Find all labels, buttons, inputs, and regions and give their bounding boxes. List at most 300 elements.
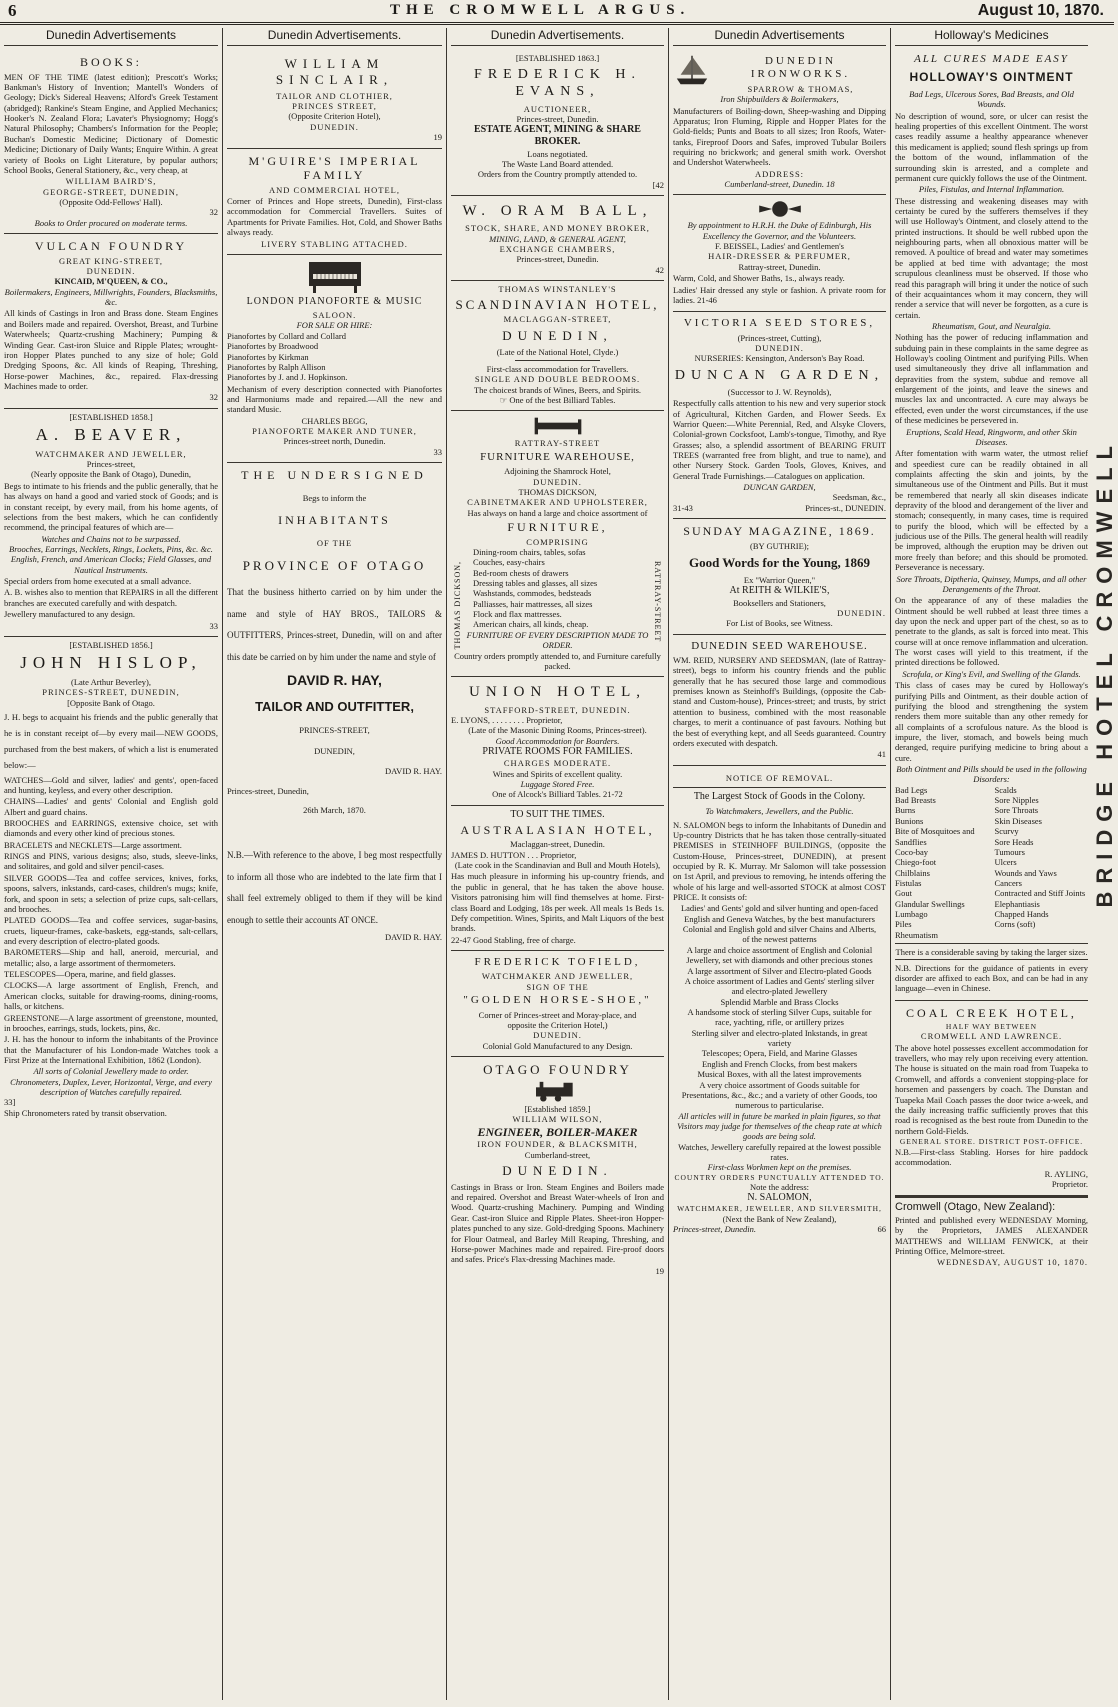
ad-line: J. H. has the honour to inform the inhabitants of the Province that the Manufacturer of his London-made Watches took a First Prize at the International Exhibition, 1862 (London). (4, 1034, 218, 1065)
list-item: Tumours (994, 846, 1025, 857)
ad-title: SCANDINAVIAN HOTEL, (455, 296, 660, 312)
ad-established: [Established 1859.] (524, 1103, 591, 1114)
list-item: American chairs, all kinds, cheap. (473, 619, 589, 630)
ad-body: Nothing has the power of reducing inflammation and subduing pain in these complaints in the same degree as Holloway's cooling Ointment and purifying Pills. When used simultaneously they drive all inflammation and depravities from the system, subdue and remove all enlargement of the joints, and leave the sinews and muscles lax and uncontracted. A cure may always be effected, even under the worst circumstances, if the use of these medicines be persevered in. (895, 332, 1088, 426)
column-header: Dunedin Advertisements. (227, 28, 442, 46)
ad-line: All sorts of Colonial Jewellery made to order. (33, 1066, 189, 1077)
ad-sign: N. SALOMON, (747, 1192, 812, 1204)
ad-hislop (4, 637, 218, 1123)
ad-body: That the business hitherto carried on by him under the name and style of HAY BROS., TAILORS & OUTFITTERS, Princes-street, Dunedin, will on and after this date be carried on by him under the name and style of (227, 586, 442, 662)
ad-trade: WATCHMAKER, JEWELLER, AND SILVERSMITH, (677, 1204, 882, 1214)
ad-australasian (451, 806, 664, 951)
ad-line: (Successor to J. W. Reynolds), (727, 386, 832, 397)
ad-line: Corner of Princes-street and Moray-place, and (478, 1009, 637, 1020)
list-item: BRACELETS and NECKLETS—Large assortment. (4, 839, 182, 850)
ad-number: 33 (433, 446, 442, 457)
list-item: Pianofortes by Broadwood (227, 341, 319, 352)
ad-note: (Opposite Odd-Fellows' Hall). (59, 196, 163, 207)
list-item: Coco-bay (895, 846, 929, 857)
ad-body: No description of wound, sore, or ulcer can resist the healing properties of this excellent Ointment. The worst cases readily assume a healthy appearance whenever this medicament is applied; sound flesh springs up from the bottom of the wound, inflammation of the surrounding skin is arrested, and a complete and permanent cure quickly follows the use of the Ointment. (895, 110, 1088, 183)
ad-subhead: Piles, Fistulas, and Internal Inflammation. (918, 184, 1065, 195)
ad-books (4, 50, 218, 234)
ad-title: FREDERICK TOFIELD, (474, 956, 641, 968)
ad-street: Maclaggan-street, Dunedin. (510, 839, 605, 850)
list-item: A choice assortment of Ladies and Gents' sterling silver and electro-plated Jewellery (684, 975, 875, 997)
ad-line: Luggage Stored Free. (520, 778, 595, 789)
ad-beaver (4, 409, 218, 637)
ad-line: CROMWELL AND LAWRENCE. (920, 1031, 1063, 1042)
ad-line (451, 935, 664, 945)
list-item: Pianofortes by Ralph Allison (227, 361, 326, 372)
ad-line: A. B. wishes also to mention that REPAIRS in all the different branches are executed carefully and with despatch. (4, 587, 218, 608)
ad-holloway (895, 50, 1088, 1001)
ad-line: (Late of the Masonic Dining Rooms, Princes-street). (468, 725, 647, 736)
list-item: BAROMETERS—Ship and hall, aneroid, mercurial, and metallic; also, a large assortment of thermometers. (4, 947, 218, 968)
ad-line: Brooches, Earrings, Necklets, Rings, Lockets, Pins, &c. &c. (9, 544, 213, 554)
ad-sign: DAVID R. HAY. (385, 766, 442, 776)
ad-seller: WILLIAM BAIRD'S, (65, 176, 157, 187)
ad-body: The above hotel possesses excellent accommodation for travellers, who may rely upon receiving every attention. The house is situated on the main road from Tuapeka to Cromwell, and affords a convenient stopping-place for horsemen and passengers by coach. The Dunstan and Tuapeka Mail Coach passes the door twice a-week, and the daily increasing traffic sufficiently proves that this road is recognised as the best route from Dunedin to the northern Gold-Fields. (895, 1042, 1088, 1136)
ad-line: CHARGES MODERATE. (503, 758, 612, 769)
ad-line: There is a considerable saving by taking the larger sizes. (895, 943, 1088, 957)
ad-title: VICTORIA SEED STORES, (683, 317, 876, 330)
list-item: Chapped Hands (994, 909, 1049, 920)
ad-title: DUNEDIN SEED WAREHOUSE. (691, 639, 868, 652)
ad-mcguire-hotel (227, 149, 442, 255)
ad-sub: SALOON. (312, 310, 357, 321)
ad-billiard: One of Alcock's Billiard Tables. (492, 789, 601, 800)
ad-street: Princes-street north, Dunedin. (283, 436, 386, 447)
ad-coal-creek-hotel (895, 1001, 1088, 1196)
ad-title: JOHN HISLOP, (20, 653, 202, 673)
ad-opp: (Opposite Criterion Hotel), (288, 111, 381, 122)
ad-title: F. BEISSEL, Ladies' and Gentlemen's (715, 241, 844, 252)
list-item: Colonial and English gold and silver Chains and Alberts, of the newest patterns (682, 924, 877, 945)
ad-line: Chronometers, Duplex, Lever, Horizontal, Verge, and every description of Watches carefully repaired. (10, 1076, 212, 1098)
list-item: Bite of Mosquitoes and Sandflies (895, 826, 975, 847)
ad-town: DUNEDIN. (533, 476, 582, 487)
ad-body: Respectfully calls attention to his new and very superior stock of Agricultural, Kitchen Garden, and Flower Seeds. Ex Warrior Queen:—White Perennial, Red, and Alsyke Clovers, Colonial-grown Cocksfoot, Lamb's-tongue, Timothy, and Rye Grasses; also, a splendid assortment of BEARING FRUIT TREES (warranted free from blight, and true to name), and other Nursery Stock. Garden Tools, Gloves, Knives, and General Trade Furnishings.—Catalogues on application. (673, 398, 886, 481)
ad-line: Jewellery manufactured to any design. (4, 609, 135, 620)
list-item: Pianofortes by Kirkman (227, 351, 309, 362)
ad-street: STAFFORD-STREET, DUNEDIN. (484, 704, 631, 715)
ad-street: GREAT KING-STREET, (58, 255, 164, 266)
ad-line: Good Accommodation for Boarders. (495, 735, 620, 746)
ad-subhead: Both Ointment and Pills should be used in the following Disorders: (896, 764, 1087, 785)
ad-sub: Bad Legs, Ulcerous Sores, Bad Breasts, and Old Wounds. (909, 89, 1074, 110)
ad-title: WILLIAM SINCLAIR, (275, 56, 394, 87)
list-item: A very choice assortment of Goods suitable for Presentations, &c., &c.; and a variety of other Goods, too numerous to particularise. (681, 1079, 878, 1111)
ad-vulcan-foundry (4, 234, 218, 409)
list-item: Bed-room chests of drawers (473, 567, 569, 578)
ad-evans (451, 50, 664, 196)
list-item: Elephantiasis (994, 898, 1040, 909)
ad-for: FOR SALE OR HIRE: (296, 320, 373, 331)
ad-trade: STOCK, SHARE, AND MONEY BROKER, (465, 223, 650, 234)
ad-trade: Booksellers and Stationers, (733, 597, 826, 608)
list-item: GREENSTONE—A large assortment of greenstone, mounted, in brooches, earrings, studs, lockets, pins, &c. (4, 1012, 218, 1033)
sidebar-banner-text: BRIDGE HOTEL CROMWELL (1092, 438, 1117, 908)
ad-title: FURNITURE WAREHOUSE, (480, 450, 635, 463)
ad-sinclair (227, 50, 442, 149)
ad-street: PRINCES STREET, (292, 101, 377, 112)
newspaper-name: THE CROMWELL ARGUS. (390, 2, 691, 18)
ship-illustration (673, 53, 711, 87)
ad-street: RATTRAY-STREET (514, 438, 601, 449)
ad-owner: WILLIAM WILSON, (512, 1114, 603, 1125)
ad-trade: TAILOR AND OUTFITTER, (255, 699, 414, 715)
ad-line: The Largest Stock of Goods in the Colony. (673, 787, 886, 803)
list-item: Piles (895, 919, 912, 930)
ad-line (673, 179, 886, 189)
ad-line: TO SUIT THE TIMES. (510, 808, 605, 820)
ad-number: 33] (4, 1097, 16, 1108)
ad-line: COUNTRY ORDERS PUNCTUALLY ATTENDED TO. (674, 1172, 885, 1182)
column-2 (222, 28, 446, 1700)
ad-line: Orders from the Country promptly attended to. (477, 169, 638, 180)
ad-title: AUSTRALASIAN HOTEL, (460, 822, 655, 837)
ad-established: [ESTABLISHED 1856.] (69, 639, 153, 650)
ad-trade: PIANOFORTE MAKER AND TUNER, (252, 426, 417, 437)
ad-line: Special orders from home executed at a small advance. (4, 576, 192, 587)
ad-body: This class of cases may be cured by Holloway's purifying Pills and Ointment, as their double action of purifying the blood and strengthening the system renders them more suitable than any other remedy for all complaints of a scrofulous nature. As the blood is impure, the liver, stomach, and bowels being much deranged, require purifying medicine to bring about a cure. (895, 680, 1088, 763)
ad-trade: TAILOR AND CLOTHIER, (276, 90, 393, 101)
issue-date: August 10, 1870. (977, 2, 1104, 19)
list-item: Pianofortes by J. and J. Hopkinson. (227, 372, 348, 383)
ad-line: "GOLDEN HORSE-SHOE," (463, 994, 652, 1007)
list-item: Rheumatism (895, 929, 938, 940)
ad-beissel (673, 195, 886, 312)
ad-line: THE UNDERSIGNED (241, 468, 428, 483)
ad-line: Ship Chronometers rated by transit observation. (4, 1107, 167, 1118)
list-item: CLOCKS—A large assortment of English, French, and American clocks, suitable for drawing-rooms, dining-rooms, halls, or kitchens. (4, 980, 218, 1012)
ad-line: Begs to inform the (302, 492, 367, 503)
ad-number: 32 (209, 392, 218, 403)
list-item: Glandular Swellings (895, 898, 965, 909)
ad-note: (Nearly opposite the Bank of Otago), Dunedin, (30, 469, 192, 480)
ad-body: N. SALOMON begs to inform the Inhabitants of Dunedin and Up-country Districts that he has taken those centrally-situated PREMISES in STEINHOFF BUILDINGS, (opposite the Custom-House, Princes-street, DUNEDIN), at present occupied by R. K. Murray. Mr Salomon will take possession on 1st April, and previous to removing, he intends offering the whole of his large and well-assorted STOCK at almost COST PRICE. It consists of: (673, 819, 886, 903)
ad-line: ALL CURES MADE EASY (914, 53, 1069, 65)
ad-number: 19 (433, 132, 442, 143)
ad-place: EXCHANGE CHAMBERS, (499, 244, 616, 255)
ad-line (673, 285, 886, 306)
imprint (895, 1196, 1088, 1273)
ad-prop: Proprietor. (1051, 1179, 1088, 1190)
list-item: SILVER GOODS—Tea and coffee services, knives, forks, spoons, salvers, inkstands, card-cases, children's mugs; knife, fork, and spoon in sets; a selection of prize cups, salt-cellars, and brooches. (4, 872, 218, 914)
ad-otago-foundry (451, 1057, 664, 1281)
ad-established: [ESTABLISHED 1858.] (69, 411, 153, 422)
ad-street: (Princes-street, Cutting), (737, 332, 822, 343)
ad-line: Has always on hand a large and choice assortment of (467, 507, 648, 518)
column-header: Dunedin Advertisements. (451, 28, 664, 46)
list-item: Ulcers (994, 857, 1017, 868)
list-item: Musical Boxes, with all the latest improvements (697, 1069, 862, 1080)
ad-line: Ex "Warrior Queen," (743, 575, 816, 585)
ad-line: NURSERIES: Kensington, Anderson's Bay Road. (694, 353, 865, 364)
ad-nb: N.B.—With reference to the above, I beg most respectfully to inform all those who are indebted to the late firm that I shall feel extremely obliged to them if they will be kind enough to settle their accounts AT ONCE. (227, 850, 442, 925)
ad-agent: ESTATE AGENT, MINING & SHARE BROKER. (474, 124, 641, 148)
list-item: Bad Breasts (895, 795, 936, 806)
ad-number: 18 (826, 179, 835, 190)
column-header: Dunedin Advertisements (673, 28, 886, 46)
ad-billiard: One of the best Billiard Tables. (509, 395, 616, 406)
ad-body: After fomentation with warm water, the utmost relief and speediest cure can be readily obtained in all complaints affecting the skin and joints, by the simultaneous use of the Ointment and Pills. But it must be remembered that nearly all skin diseases indicate depravity of the blood and derangement of the liver and stomach; consequently, in many cases, time is required to purify the blood, which will be effected by a judicious use of the Pills. The general health will readily be improved, although the eruption may be driven out more freely than before; and this should be promoted. Perseverance is necessary. (895, 448, 1088, 573)
ad-body: Has much pleasure in informing his up-country friends, and the public in general, that he has taken the above house. Visitors patronising him will find themselves at home. First-class Board and Lodging, 18s per week. All meals 1s Beds 1s. Defy competition. Wines, Spirits, and Malt Liquors of the best brands. (451, 871, 664, 934)
column-4 (668, 28, 890, 1700)
ad-number: 21-46 (697, 294, 717, 305)
column-3 (446, 28, 668, 1700)
ad-line: PRIVATE ROOMS FOR FAMILIES. (482, 745, 633, 757)
ad-street: PRINCES-STREET, (299, 725, 370, 736)
ad-number: 66 (877, 1223, 886, 1234)
ad-opp: [Opposite Bank of Otago. (67, 697, 155, 708)
ad-motto: FURNITURE OF EVERY DESCRIPTION MADE TO ORDER. (466, 629, 649, 651)
ad-number: 42 (655, 264, 664, 275)
list-item: Dressing tables and glasses, all sizes (473, 578, 598, 588)
ad-number: 32 (209, 207, 218, 218)
list-item: Gout (895, 888, 912, 899)
list-item: Palliasses, hair mattresses, all sizes (473, 598, 593, 609)
list-item: Splendid Marble and Brass Clocks (720, 996, 839, 1007)
column-header: Dunedin Advertisements (4, 28, 218, 46)
ad-line: SIGN OF THE (526, 981, 589, 992)
list-item: Ladies' and Gents' gold and silver hunting and open-faced English and Geneva Watches, by the best manufacturers (680, 903, 879, 924)
ad-town: DUNEDIN. (837, 607, 886, 618)
list-item: English and French Clocks, from best makers (701, 1058, 858, 1069)
ad-salomon (673, 766, 886, 1240)
list-item: Cancers (994, 877, 1022, 888)
ad-sign: DUNCAN GARDEN, (743, 482, 816, 493)
ad-line: opposite the Criterion Hotel,) (507, 1019, 608, 1030)
list-item: Contracted and Stiff Joints (994, 888, 1086, 899)
ad-title: COAL CREEK HOTEL, (906, 1005, 1077, 1020)
ad-line: PROVINCE OF OTAGO (242, 558, 427, 574)
ad-body: Corner of Princes and Hope streets, Dunedin), First-class accommodation for Commercial Travellers. Suites of Apartments for Private Families. Hot, Cold, and Shower Baths always ready. (227, 196, 442, 238)
ad-piano-saloon (227, 255, 442, 463)
ad-line: Note the address: (749, 1181, 809, 1192)
ad-line: INHABITANTS (278, 513, 391, 528)
ad-number: 33 (209, 620, 218, 631)
ad-owner: THOMAS DICKSON, (518, 486, 597, 497)
ad-sunday-magazine (673, 519, 886, 634)
list-item: Telescopes; Opera, Field, and Marine Glasses (701, 1048, 858, 1059)
ad-body: WM. REID, NURSERY AND SEEDSMAN, (late of Rattray-street), begs to inform his country friends and the public generally that he has secured those large and commodious premises known as Steinhoff's Buildings, (opposite the Cab-stand and Custom-house), Princes-street; and trusts, by strict attention to business, combined with the most reasonable charges, to merit a continuance of past favours. Nothing but the best of everything kept, and all Seeds guaranteed. Country orders executed with despatch. (673, 655, 886, 748)
ad-line: (Late of the National Hotel, Clyde.) (496, 346, 619, 357)
ad-number: [42 (652, 179, 664, 190)
list-item: Pianofortes by Collard and Collard (227, 330, 346, 341)
ad-title: UNION HOTEL, (469, 684, 646, 701)
ad-line: The Waste Land Board attended. (501, 158, 614, 169)
ad-victoria-seed-stores (673, 312, 886, 519)
ad-line: Good Words for the Young, 1869 (688, 555, 871, 571)
ad-street: Rattray-street, Dunedin. (738, 261, 821, 272)
ad-line: COMPRISING (526, 536, 589, 547)
ad-line: Loans negotiated. (527, 148, 588, 159)
ad-seed-warehouse (673, 635, 886, 766)
list-item: Sterling silver and electro-plated Inkstands, in great variety (691, 1027, 868, 1049)
list-item: Skin Diseases (994, 815, 1042, 826)
ad-stabling: Good Stabling, free of charge. (472, 934, 576, 945)
ad-number: 21-72 (602, 789, 623, 800)
ad-body: Mechanism of every description connected with Pianofortes and Harmoniums made and repaired.—All the new and standard Music. (227, 383, 442, 415)
ad-line: At REITH & WILKIE'S, (729, 585, 830, 597)
list-item: Couches, easy-chairs (473, 557, 545, 568)
ad-line: Warm, Cold, and Shower Baths, 1s., always ready. (673, 273, 845, 284)
ad-line: OF THE (316, 537, 353, 548)
ad-title: SUNDAY MAGAZINE, 1869. (683, 524, 876, 539)
ad-trade: Iron Shipbuilders & Boilermakers, (720, 94, 839, 105)
ad-line (451, 395, 664, 405)
ad-david-hay (227, 463, 442, 948)
ad-line: FURNITURE, (507, 519, 608, 534)
ad-title: DUNEDIN IRONWORKS. (750, 55, 851, 81)
ad-town: DUNEDIN. (86, 266, 136, 276)
ad-addr: Princes-street, Dunedin, (227, 786, 309, 797)
list-item: TELESCOPES—Opera, marine, and field glasses. (4, 969, 176, 980)
bed-illustration (528, 416, 588, 436)
ad-town: DUNEDIN. (310, 121, 359, 132)
imprint-body: Printed and published every WEDNESDAY Morning, by the Proprietors, JAMES ALEXANDER MATTHEWS and WILLIAM FENWICK, at their Printing Office, Melmore-street. (895, 1214, 1088, 1256)
ad-sign: DAVID R. HAY. (385, 932, 442, 943)
ad-sub: Adjoining the Shamrock Hotel, (504, 466, 611, 477)
ad-street: GEORGE-STREET, DUNEDIN, (43, 186, 179, 197)
ad-street: Princes-street, Dunedin. (516, 113, 599, 124)
ad-trade: ENGINEER, BOILER-MAKER (477, 1124, 638, 1139)
ad-line: (BY GUTHRIE); (750, 540, 809, 551)
ad-firm: KINCAID, M'QUEEN, & CO., (54, 276, 168, 287)
locomotive-illustration (528, 1080, 588, 1102)
column-5 (890, 28, 1117, 1700)
ad-body: MEN OF THE TIME (latest edition); Prescott's Works; Bankman's History of Invention; Mantell's Wonders of Geology; Dick's Sidereal Heavens; Alford's Greek Testament (abridged); Rankine's Steam Engine, and Applied Mechanics; Hooker's N. Zealand Flora; Lavater's Physiognomy; Hogg's Natural Philosophy; Chambers's Information for the People; Buchan's Domestic Medicine; Dictionary of Domestic Medicine; Dictionary of Daily Wants; Enquire Within. A great variety of Books on Light Literature, by popular authors; School Books, General Stationery, &c., very cheap, at (4, 71, 218, 175)
list-item: Wounds and Yaws (994, 867, 1057, 878)
ad-trades: Boilermakers, Engineers, Millwrights, Founders, Blacksmiths, &c. (4, 286, 218, 308)
ad-street: Cumberland-street, (524, 1149, 591, 1160)
ad-line: (Next the Bank of New Zealand), (722, 1213, 837, 1224)
list-item: Corns (soft) (994, 919, 1036, 930)
ad-trade: CABINETMAKER AND UPHOLSTERER, (467, 497, 648, 508)
list-item: Chilblains (895, 867, 930, 878)
ad-line: Country orders promptly attended to, and Furniture carefully packed. (454, 650, 661, 671)
ad-dunedin-ironworks (673, 50, 886, 195)
side-label: THOMAS DICKSON, (453, 561, 462, 650)
pointing-hand-icon: ☞ (499, 395, 510, 406)
ad-line: GENERAL STORE. DISTRICT POST-OFFICE. (899, 1136, 1084, 1146)
ad-trade: WATCHMAKER AND JEWELLER, (481, 971, 634, 982)
ad-line: LIVERY STABLING ATTACHED. (261, 238, 408, 249)
sidebar-banner (1092, 438, 1116, 998)
ad-number: 22-47 (451, 934, 471, 945)
ad-union-hotel (451, 677, 664, 805)
column-header: Holloway's Medicines (895, 28, 1088, 46)
list-item: Fistulas (895, 877, 922, 888)
ad-sub: AND COMMERCIAL HOTEL, (269, 184, 400, 195)
ad-line: The choicest brands of Wines, Beers, and Spirits. (473, 384, 642, 395)
ad-body: Castings in Brass or Iron. Steam Engines and Boilers made and repaired. Overshot and Breast Water-wheels of Iron and Wood. Quartz-crushing Machinery. Pumping and Winding Gear. Cast-iron Sluice and Ripple Plates. Sheet-iron Hopper-plates punched to any size. Gold-dredging Spoons. Machinery for Flour Oatmeal, and Barley Mill Reaping, Threshing, and Horse-power Machines made and repaired. Fire-proof doors and safes. Price's Flax-dressing Machines made. (451, 1181, 664, 1265)
ad-late: (Late Arthur Beverley), (70, 676, 151, 687)
ad-street: Princes-street, Dunedin. (516, 254, 599, 265)
ad-line: Watches, Jewellery carefully repaired at the lowest possible rates. (678, 1141, 881, 1163)
ad-line: ADDRESS: (754, 168, 805, 179)
ad-prop: E. LYONS, . . . . . . . . Proprietor, (451, 714, 563, 725)
ad-subhead: Eruptions, Scald Head, Ringworm, and other Skin Diseases. (906, 426, 1077, 447)
list-item: A handsome stock of sterling Silver Cups, suitable for race, yachting, rifle, or artillery prizes (687, 1007, 872, 1028)
ad-furniture-warehouse (451, 411, 664, 677)
ad-body: J. H. begs to acquaint his friends and the public generally that he is in constant receipt of—by every mail—NEW GOODS, purchased from the best makers, of which a list is enumerated below:— (4, 712, 218, 771)
ad-title: FREDERICK H. EVANS, (474, 67, 641, 100)
side-label: RATTRAY-STREET (653, 561, 662, 643)
ad-number: 19 (655, 1265, 664, 1276)
piano-illustration (305, 260, 365, 294)
list-item: PLATED GOODS—Tea and coffee services, sugar-basins, cruets, liqueur-frames, cake-baskets, egg-stands, salt-cellars, and every description of electro-plated goods. (4, 915, 218, 946)
list-item: RINGS and PINS, various designs; also, studs, sleeve-links, and solitaires, and gold and silver pencil-cases. (4, 851, 218, 872)
ad-street: MACLAGGAN-STREET, (503, 314, 612, 325)
ad-date: 26th March, 1870. (303, 804, 366, 815)
list-item: A large assortment of Silver and Electro-plated Goods (687, 965, 872, 976)
ad-line: (Late cook in the Scandinavian and Bull and Mouth Hotels), (454, 860, 661, 871)
list-item: Scalds (994, 784, 1017, 795)
list-item: Flock and flax mattresses. (473, 609, 562, 620)
list-item: Burns (895, 805, 916, 816)
royal-crest-icon (754, 198, 806, 220)
list-item: Sore Throats (994, 805, 1039, 816)
list-item: WATCHES—Gold and silver, ladies' and gents', open-faced and hunting, keyless, and every other description. (4, 774, 218, 795)
ad-subhead: Rheumatism, Gout, and Neuralgia. (932, 320, 1051, 331)
ad-trade: WATCHMAKER AND JEWELLER, (35, 448, 187, 459)
ad-trade: Seedsman, &c., (832, 492, 886, 503)
list-item: Bad Legs (895, 784, 928, 795)
list-item: Washstands, commodes, bedsteads (473, 588, 592, 599)
ad-trade: IRON FOUNDER, & BLACKSMITH, (477, 1139, 638, 1150)
ad-trade: AUCTIONEER, (523, 103, 592, 114)
ad-sign: R. AYLING, (1044, 1168, 1088, 1179)
ad-town: DUNEDIN, (314, 745, 355, 756)
ad-title: OTAGO FOUNDRY (483, 1061, 632, 1077)
ad-line: For List of Books, see Witness. (726, 618, 833, 629)
ad-line: Watches and Chains not to be surpassed. (41, 533, 181, 544)
ad-number: 41 (877, 749, 886, 760)
ad-body: All kinds of Castings in Iron and Brass done. Steam Engines and Boilers made and repaired. Overshot, Breast, and Turbine Waterwheels; Quartz-crushing Machinery; Pumping & Winding Gear. Cast-iron Sluice and Ripple Plates; wrought-iron Hopper Plates punched to any size of hole; Gold Dredging Spoons, &c. All kinds of Reaping, Threshing, Horse-power Machines, &c., repaired. Flax-dressing Machines made to order. (4, 308, 218, 391)
ad-scandinavian (451, 281, 664, 411)
ad-town: DUNEDIN. (755, 343, 804, 354)
ad-line: NOTICE OF REMOVAL. (725, 772, 834, 783)
masthead (0, 0, 1114, 25)
ad-body: Manufacturers of Boiling-down, Sheep-washing and Dipping Apparatus; Iron Fluming, Ripple and Hopper Plates for the Gold-fields; Punts and Boats to all sizes; Iron Roofs, Water-tanks, Fireproof Doors and Safes, improved Tubular Boilers requiring no brickwork; and general smith work. Overshot and Undershot Waterwheels. (673, 105, 886, 168)
ad-trade: HAIR-DRESSER & PERFUMER, (708, 251, 851, 262)
ad-subhead: Sore Throats, Diptheria, Quinsey, Mumps, and all other Derangements of the Throat. (896, 573, 1087, 594)
ad-name: DAVID R. HAY, (287, 672, 382, 689)
list-item: Scurvy (994, 826, 1019, 837)
ad-number: 31-43 (673, 502, 693, 513)
list-item: CHAINS—Ladies' and gents' Colonial and English gold Albert and guard chains. (4, 796, 218, 817)
ad-prop: JAMES D. HUTTON . . . Proprietor, (451, 849, 577, 860)
ad-title: M'GUIRE'S IMPERIAL FAMILY (248, 153, 421, 183)
ad-addr: Princes-street, Dunedin. (673, 1223, 757, 1234)
ad-line: HALF WAY BETWEEN (945, 1022, 1038, 1032)
ad-title: HOLLOWAY'S OINTMENT (909, 70, 1074, 85)
ad-established: [ESTABLISHED 1863.] (515, 53, 600, 63)
list-item: Bunions (895, 815, 924, 826)
ad-nb: N.B. Directions for the guidance of patients in every disorder are affixed to each Box, and can be had in any language—even in Chinese. (895, 959, 1088, 994)
ad-line: English, French, and American Clocks; Field Glasses, and Nautical Instruments. (10, 554, 212, 575)
ad-body: On the appearance of any of these maladies the Ointment should be well rubbed at least three times a day upon the neck and upper part of the chest, so as to penetrate to the glands, as salt is forced into meat. This course will at once remove inflammation and ulceration. The worst cases will yield to this treatment, if the printed directions be followed. (895, 595, 1088, 668)
ad-line: First-class Workmen kept on the premises. (707, 1162, 852, 1173)
ad-line: SINGLE AND DOUBLE BEDROOMS. (474, 374, 641, 385)
ad-title: BOOKS: (79, 55, 142, 69)
disorder-list (895, 785, 1088, 940)
ad-tofield (451, 951, 664, 1057)
ad-line: Colonial Gold Manufactured to any Design. (482, 1040, 633, 1051)
ad-owner: CHARLES BEGG, (301, 415, 368, 426)
